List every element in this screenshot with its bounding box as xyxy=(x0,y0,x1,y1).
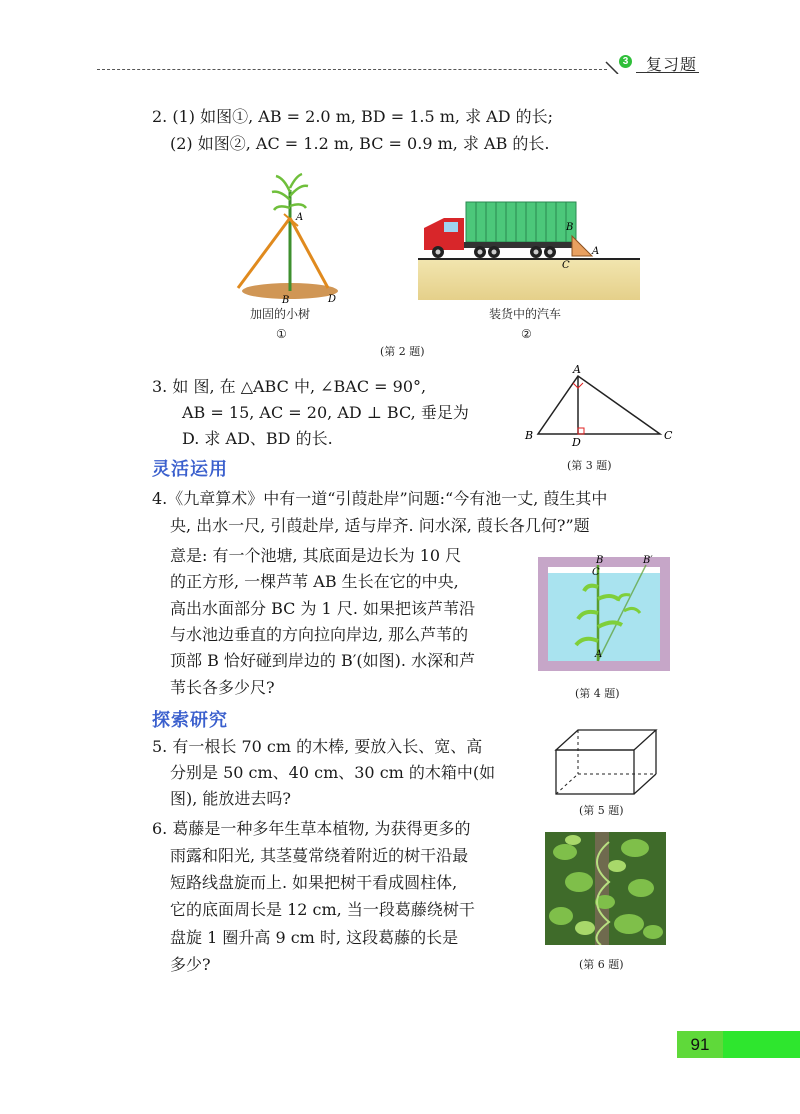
q6-line5: 盘旋 1 圈升高 9 cm 时, 这段葛藤的长是 xyxy=(170,928,459,947)
fig1-number: ① xyxy=(276,327,287,341)
fig2-label-b: B xyxy=(566,222,574,233)
q4-line5: 高出水面部分 BC 为 1 尺. 如果把该芦苇沿 xyxy=(170,599,475,618)
q6-line1: 6. 葛藤是一种多年生草本植物, 为获得更多的 xyxy=(152,819,471,838)
chapter-badge: 3 xyxy=(619,55,632,68)
header-slant-mark xyxy=(600,60,620,74)
q6-line3: 短路线盘旋而上. 如果把树干看成圆柱体, xyxy=(170,873,458,892)
q4-line8: 苇长各多少尺? xyxy=(170,678,275,697)
q4-label-a: A xyxy=(595,649,603,660)
q4-label-b: B xyxy=(596,555,604,566)
box-figure xyxy=(554,726,660,798)
vine-photo xyxy=(545,832,666,945)
q3-label-a: A xyxy=(573,363,581,376)
q4-line4: 的正方形, 一棵芦苇 AB 生长在它的中央, xyxy=(170,572,459,591)
q5-line3: 图), 能放进去吗? xyxy=(170,789,291,808)
q4-line3: 意是: 有一个池塘, 其底面是边长为 10 尺 xyxy=(170,546,462,565)
q3-label-c: C xyxy=(664,429,673,442)
page-number-bar xyxy=(723,1031,800,1058)
q5-line2: 分别是 50 cm、40 cm、30 cm 的木箱中(如 xyxy=(170,763,496,782)
q3-caption: (第 3 题) xyxy=(567,459,612,472)
fig1-label-d: D xyxy=(328,294,337,305)
q4-label-c: C xyxy=(592,567,600,578)
page-title: 复习题 xyxy=(646,55,698,74)
q6-line6: 多少? xyxy=(170,955,211,974)
truck-figure xyxy=(418,196,640,300)
fig2-label-a: A xyxy=(592,246,600,257)
tree-support-figure xyxy=(228,170,358,305)
page-number: 91 xyxy=(677,1031,723,1058)
q3-label-b: B xyxy=(525,429,534,442)
q2-line2: (2) 如图②, AC = 1.2 m, BC = 0.9 m, 求 AB 的长. xyxy=(170,134,550,153)
q3-line1: 3. 如 图, 在 △ABC 中, ∠BAC = 90°, xyxy=(152,377,427,396)
pond-reed-figure xyxy=(538,551,670,671)
q6-line2: 雨露和阳光, 其茎蔓常绕着附近的树干沿最 xyxy=(170,846,469,865)
fig2-number: ② xyxy=(521,327,532,341)
q3-line2: AB = 15, AC = 20, AD ⊥ BC, 垂足为 xyxy=(182,403,469,422)
q4-line1: 4.《九章算术》中有一道“引葭赴岸”问题:“今有池一丈, 葭生其中 xyxy=(152,489,608,508)
header-underline xyxy=(636,72,699,73)
fig2-caption: 装货中的汽车 xyxy=(489,307,562,321)
q6-caption: (第 6 题) xyxy=(579,958,624,971)
q4-line2: 央, 出水一尺, 引葭赴岸, 适与岸齐. 问水深, 葭长各几何?”题 xyxy=(170,516,590,535)
q4-line7: 顶部 B 恰好碰到岸边的 B′(如图). 水深和芦 xyxy=(170,651,476,670)
header-dashed-line xyxy=(97,69,607,70)
q3-label-d: D xyxy=(572,436,581,448)
fig1-label-b: B xyxy=(282,295,290,305)
q6-line4: 它的底面周长是 12 cm, 当一段葛藤绕树干 xyxy=(170,900,475,919)
q5-line1: 5. 有一根长 70 cm 的木棒, 要放入长、宽、高 xyxy=(152,737,483,756)
triangle-figure xyxy=(520,362,680,448)
q2-caption: (第 2 题) xyxy=(380,345,425,358)
section-heading-explore: 探索研究 xyxy=(152,710,228,731)
q4-caption: (第 4 题) xyxy=(575,687,620,700)
section-heading-flexible: 灵活运用 xyxy=(152,459,228,480)
q2-line1: 2. (1) 如图①, AB = 2.0 m, BD = 1.5 m, 求 AD 的长; xyxy=(152,107,554,126)
fig2-label-c: C xyxy=(562,260,570,271)
q3-line3: D. 求 AD、BD 的长. xyxy=(182,429,333,448)
fig1-caption: 加固的小树 xyxy=(250,307,311,321)
q4-line6: 与水池边垂直的方向拉向岸边, 那么芦苇的 xyxy=(170,625,469,644)
q4-label-bprime: B′ xyxy=(643,555,653,566)
q5-caption: (第 5 题) xyxy=(579,804,624,817)
fig1-label-a: A xyxy=(296,212,304,223)
